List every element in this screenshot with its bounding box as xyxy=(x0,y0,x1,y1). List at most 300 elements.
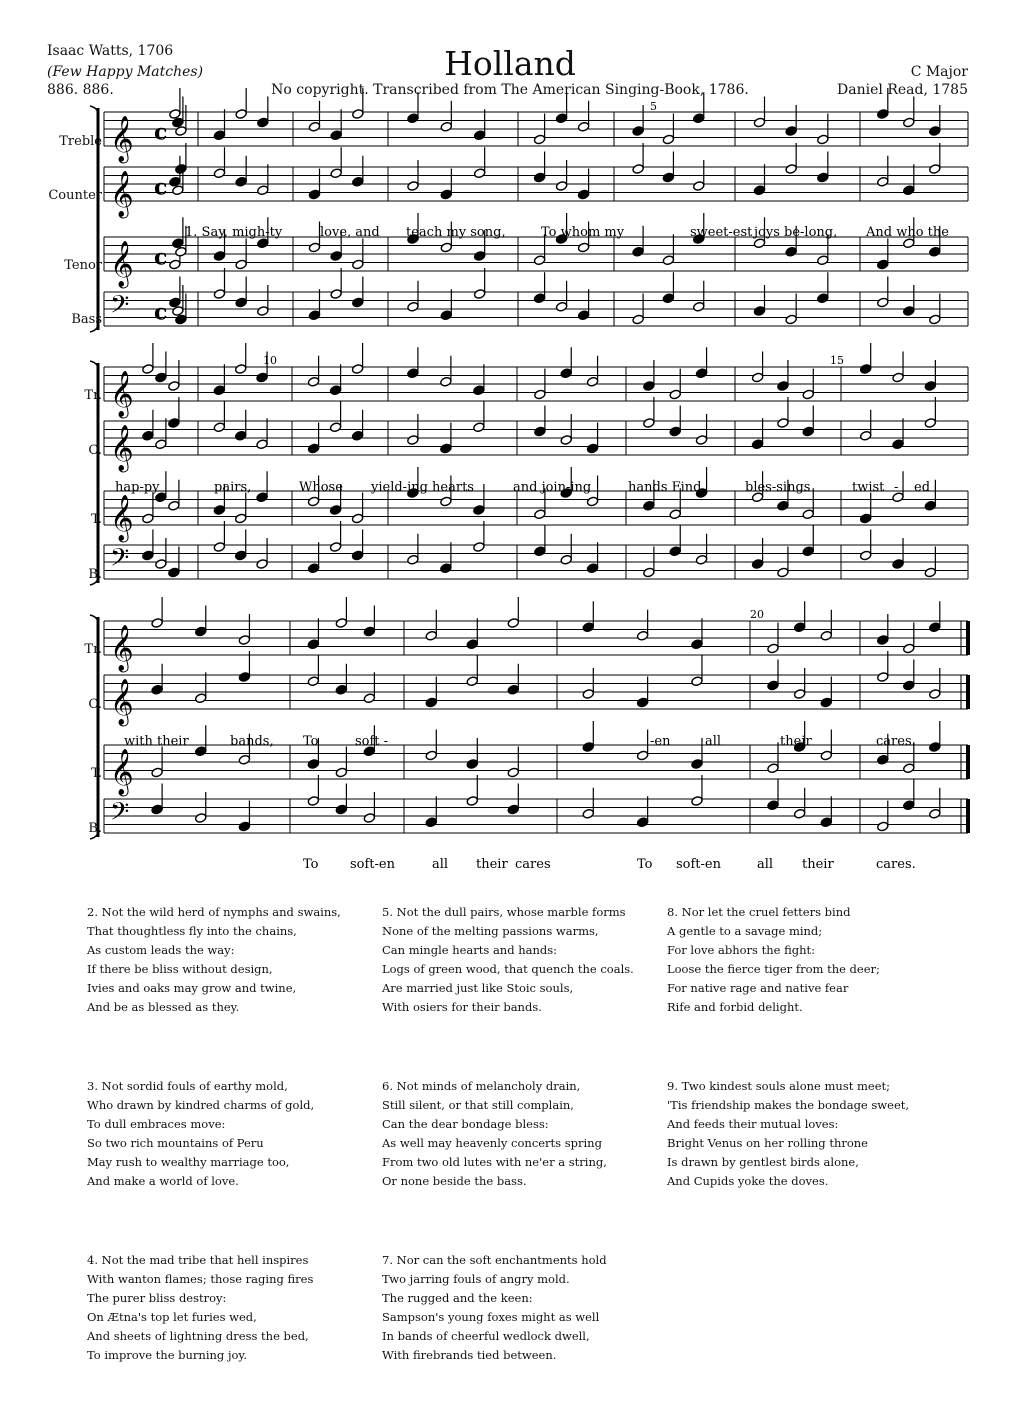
notehead xyxy=(307,639,319,650)
notehead xyxy=(929,126,941,137)
notehead xyxy=(534,546,546,557)
notehead xyxy=(534,509,546,520)
notehead xyxy=(577,121,589,132)
notehead xyxy=(308,310,320,321)
staff-name-counter: Counter xyxy=(48,188,102,203)
notehead xyxy=(172,306,184,317)
key-signature-label: C Major xyxy=(910,64,968,80)
common-time: c xyxy=(154,244,168,271)
notehead xyxy=(533,293,545,304)
notehead xyxy=(877,821,889,832)
notehead xyxy=(235,259,247,270)
notehead xyxy=(632,164,644,175)
notehead xyxy=(777,500,789,511)
lyric-syllable: ed xyxy=(914,480,931,495)
notehead xyxy=(695,554,707,565)
verse-column-3 xyxy=(667,884,952,1232)
bass-clef: 𝄢 xyxy=(110,290,130,326)
common-time: c xyxy=(154,174,168,201)
notehead xyxy=(466,796,478,807)
notehead xyxy=(440,189,452,200)
common-time: c xyxy=(154,119,168,146)
notehead xyxy=(586,376,598,387)
notehead xyxy=(351,430,363,441)
notehead xyxy=(820,630,832,641)
notehead xyxy=(636,697,648,708)
notehead xyxy=(257,306,269,317)
notehead xyxy=(235,364,247,375)
notehead xyxy=(256,492,268,503)
treble-clef: 𝄞 xyxy=(110,371,134,417)
notehead xyxy=(785,126,797,137)
notehead xyxy=(877,109,889,120)
notehead xyxy=(924,418,936,429)
lyric-syllable: To xyxy=(303,734,319,749)
notehead xyxy=(195,813,207,824)
notehead xyxy=(691,759,703,770)
notehead xyxy=(662,293,674,304)
measure-number: 5 xyxy=(650,100,657,113)
notehead xyxy=(213,385,225,396)
notehead xyxy=(425,630,437,641)
notehead xyxy=(440,563,452,574)
notehead xyxy=(407,368,419,379)
measure-number: 20 xyxy=(750,608,764,621)
notehead xyxy=(330,130,342,141)
notehead xyxy=(257,185,269,196)
notehead xyxy=(802,509,814,520)
notehead xyxy=(307,759,319,770)
staff-name-counter-short: C. xyxy=(88,697,102,712)
lyric-syllable: - xyxy=(894,480,899,495)
notehead xyxy=(877,635,889,646)
lyric-syllable: soft - xyxy=(355,734,389,749)
lyric-syllable: Whose xyxy=(299,480,343,495)
notehead xyxy=(793,622,805,633)
notehead xyxy=(235,430,247,441)
notehead xyxy=(817,255,829,266)
notehead xyxy=(860,430,872,441)
lyric-syllable: twist xyxy=(852,480,885,495)
notehead xyxy=(751,372,763,383)
lyric-syllable: pairs, xyxy=(214,480,252,495)
notehead xyxy=(903,800,915,811)
notehead xyxy=(168,381,180,392)
notehead xyxy=(175,164,187,175)
notehead xyxy=(860,364,872,375)
page-title: Holland xyxy=(444,44,576,83)
notehead xyxy=(307,796,319,807)
notehead xyxy=(892,372,904,383)
notehead xyxy=(924,381,936,392)
notehead xyxy=(577,189,589,200)
notehead xyxy=(636,750,648,761)
verse-column-2 xyxy=(382,884,667,1406)
lyric-syllable: cares. xyxy=(876,857,916,872)
notehead xyxy=(155,372,167,383)
staff-name-tenor-short: T. xyxy=(91,766,102,781)
notehead xyxy=(466,676,478,687)
lyric-syllable: bles-sings xyxy=(745,480,811,495)
poet-credit: Isaac Watts, 1706 xyxy=(47,43,174,59)
notehead xyxy=(238,821,250,832)
notehead xyxy=(785,314,797,325)
notehead xyxy=(820,697,832,708)
notehead xyxy=(256,559,268,570)
lyric-syllable: all xyxy=(705,734,722,749)
notehead xyxy=(802,389,814,400)
notehead xyxy=(195,693,207,704)
treble-clef: 𝄞 xyxy=(110,679,134,725)
notehead xyxy=(307,376,319,387)
notehead xyxy=(693,113,705,124)
lyric-syllable: soft-en xyxy=(350,857,395,872)
notehead xyxy=(363,693,375,704)
poem-source: (Few Happy Matches) xyxy=(47,64,204,80)
notehead xyxy=(473,168,485,179)
notehead xyxy=(777,418,789,429)
notehead xyxy=(643,381,655,392)
notehead xyxy=(643,418,655,429)
notehead xyxy=(555,181,567,192)
notehead xyxy=(767,643,779,654)
notehead xyxy=(929,622,941,633)
notehead xyxy=(473,385,485,396)
verse-4: 4. Not the mad tribe that hell inspires With wanton flames; those raging fires The purer bliss destroy: On Ætna's top let furies wed, And sheets of lightning dress the bed, To improve the burning joy. xyxy=(87,1253,314,1362)
notehead xyxy=(151,618,163,629)
notehead xyxy=(307,443,319,454)
notehead xyxy=(256,372,268,383)
notehead xyxy=(582,689,594,700)
notehead xyxy=(352,259,364,270)
notehead xyxy=(929,246,941,257)
notehead xyxy=(785,246,797,257)
notehead xyxy=(929,164,941,175)
notehead xyxy=(929,742,941,753)
verse-column-1 xyxy=(87,884,372,1406)
notehead xyxy=(175,126,187,137)
notehead xyxy=(560,435,572,446)
notehead xyxy=(777,381,789,392)
notehead xyxy=(335,684,347,695)
notehead xyxy=(335,804,347,815)
notehead xyxy=(669,546,681,557)
notehead xyxy=(669,426,681,437)
notehead xyxy=(507,618,519,629)
notehead xyxy=(533,134,545,145)
notehead xyxy=(330,168,342,179)
staff-name-tenor-short: T. xyxy=(91,512,102,527)
notehead xyxy=(473,505,485,516)
composer-credit: Daniel Read, 1785 xyxy=(837,82,968,98)
notehead xyxy=(235,176,247,187)
notehead xyxy=(560,368,572,379)
staff-name-counter-short: C. xyxy=(88,443,102,458)
notehead xyxy=(330,289,342,300)
notehead xyxy=(235,513,247,524)
notehead xyxy=(777,567,789,578)
notehead xyxy=(407,301,419,312)
notehead xyxy=(507,684,519,695)
notehead xyxy=(924,500,936,511)
notehead xyxy=(213,251,225,262)
staff-name-treble-short: Tr. xyxy=(84,642,102,657)
notehead xyxy=(235,109,247,120)
notehead xyxy=(662,255,674,266)
notehead xyxy=(329,542,341,553)
notehead xyxy=(352,109,364,120)
notehead xyxy=(142,513,154,524)
notehead xyxy=(155,439,167,450)
notehead xyxy=(693,181,705,192)
notehead xyxy=(155,559,167,570)
notehead xyxy=(877,754,889,765)
notehead xyxy=(586,443,598,454)
notehead xyxy=(582,622,594,633)
notehead xyxy=(632,314,644,325)
verse-5: 5. Not the dull pairs, whose marble forms None of the melting passions warms, Can mingle hearts and hands: Logs of green wood, that quench the coals. Are married just like Stoic souls, With osiers for their bands. xyxy=(382,905,634,1014)
notehead xyxy=(751,439,763,450)
notehead xyxy=(669,509,681,520)
verse-8: 8. Nor let the cruel fetters bind A gentle to a savage mind; For love abhors the fight: Loose the fierce tiger from the deer; For native rage and native fear Rife and forbid delight. xyxy=(667,905,880,1014)
notehead xyxy=(662,134,674,145)
notehead xyxy=(235,550,247,561)
lyric-syllable: To whom my xyxy=(541,225,625,240)
notehead xyxy=(425,750,437,761)
notehead xyxy=(643,500,655,511)
notehead xyxy=(175,246,187,257)
measure-number: 15 xyxy=(830,354,844,367)
lyric-syllable: To xyxy=(637,857,653,872)
notehead xyxy=(351,513,363,524)
notehead xyxy=(903,117,915,128)
notehead xyxy=(473,130,485,141)
notehead xyxy=(307,496,319,507)
notehead xyxy=(238,672,250,683)
lyric-syllable: teach my song, xyxy=(406,225,506,240)
notehead xyxy=(473,542,485,553)
lyric-syllable: 1. Say, migh-ty xyxy=(185,225,283,240)
notehead xyxy=(632,246,644,257)
notehead xyxy=(767,680,779,691)
notehead xyxy=(577,310,589,321)
notehead xyxy=(860,550,872,561)
notehead xyxy=(636,817,648,828)
source-note: No copyright. Transcribed from The American Singing-Book, 1786. xyxy=(271,82,749,98)
notehead xyxy=(235,297,247,308)
notehead xyxy=(820,750,832,761)
notehead xyxy=(753,117,765,128)
notehead xyxy=(352,297,364,308)
treble-clef: 𝄞 xyxy=(110,116,134,162)
notehead xyxy=(817,134,829,145)
notehead xyxy=(425,817,437,828)
notehead xyxy=(151,804,163,815)
meter: 886. 886. xyxy=(47,82,114,98)
notehead xyxy=(751,559,763,570)
lyric-syllable: their xyxy=(476,857,508,872)
lyric-syllable: and join-ing xyxy=(513,480,592,495)
notehead xyxy=(335,767,347,778)
notehead xyxy=(238,635,250,646)
notehead xyxy=(767,800,779,811)
notehead xyxy=(142,550,154,561)
notehead xyxy=(307,676,319,687)
notehead xyxy=(643,567,655,578)
staff-name-treble-short: Tr. xyxy=(84,388,102,403)
notehead xyxy=(691,676,703,687)
notehead xyxy=(407,554,419,565)
treble-clef: 𝄞 xyxy=(110,495,134,541)
notehead xyxy=(473,251,485,262)
verse-3: 3. Not sordid fouls of earthy mold, Who drawn by kindred charms of gold, To dull embraces move: So two rich mountains of Peru May rush to wealthy marriage too, And make a world of love. xyxy=(87,1079,315,1188)
notehead xyxy=(533,255,545,266)
lyric-syllable: all xyxy=(757,857,774,872)
notehead xyxy=(308,242,320,253)
notehead xyxy=(195,746,207,757)
notehead xyxy=(586,563,598,574)
notehead xyxy=(877,672,889,683)
notehead xyxy=(308,121,320,132)
bass-clef: 𝄢 xyxy=(110,797,130,833)
treble-clef: 𝄞 xyxy=(110,425,134,471)
verse-2: 2. Not the wild herd of nymphs and swains, That thoughtless fly into the chains, As custom leads the way: If there be bliss without design, Ivies and oaks may grow and twine, And be as blessed as they. xyxy=(87,905,341,1014)
staff-name-bass-short: B. xyxy=(88,567,102,582)
notehead xyxy=(351,550,363,561)
lyric-syllable: yield-ing hearts xyxy=(371,480,474,495)
notehead xyxy=(753,306,765,317)
notehead xyxy=(586,496,598,507)
lyric-syllable: soft-en xyxy=(676,857,721,872)
lyric-syllable: bands, xyxy=(230,734,274,749)
notehead xyxy=(440,443,452,454)
lyric-syllable: And who the xyxy=(866,225,949,240)
notehead xyxy=(142,364,154,375)
notehead xyxy=(440,121,452,132)
lyric-syllable: sweet-est xyxy=(690,225,753,240)
notehead xyxy=(817,293,829,304)
bass-clef: 𝄢 xyxy=(110,543,130,579)
notehead xyxy=(168,418,180,429)
notehead xyxy=(335,618,347,629)
notehead xyxy=(142,430,154,441)
notehead xyxy=(466,759,478,770)
notehead xyxy=(691,639,703,650)
staff-name-tenor: Tenor xyxy=(64,258,102,273)
notehead xyxy=(820,817,832,828)
notehead xyxy=(351,364,363,375)
notehead xyxy=(195,626,207,637)
notehead xyxy=(534,426,546,437)
lyric-syllable: cares xyxy=(515,857,551,872)
notehead xyxy=(329,385,341,396)
notehead xyxy=(534,389,546,400)
staff-name-treble: Treble xyxy=(59,134,102,149)
notehead xyxy=(257,117,269,128)
notehead xyxy=(767,763,779,774)
notehead xyxy=(329,505,341,516)
notehead xyxy=(924,567,936,578)
treble-clef: 𝄞 xyxy=(110,171,134,217)
notehead xyxy=(507,804,519,815)
staff-name-bass: Bass xyxy=(71,312,102,327)
notehead xyxy=(860,513,872,524)
notehead xyxy=(466,639,478,650)
lyric-syllable: their xyxy=(780,734,812,749)
verse-6: 6. Not minds of melancholy drain, Still silent, or that still complain, Can the dear bondage bless: As well may heavenly concerts spring From two old lutes with ne'er a string, Or none beside the bass. xyxy=(382,1079,607,1188)
notehead xyxy=(669,389,681,400)
notehead xyxy=(363,626,375,637)
notehead xyxy=(903,680,915,691)
notehead xyxy=(168,500,180,511)
notehead xyxy=(577,242,589,253)
notehead xyxy=(169,176,181,187)
notehead xyxy=(929,808,941,819)
notehead xyxy=(308,189,320,200)
verse-7: 7. Nor can the soft enchantments hold Two jarring fouls of angry mold. The rugged and the keen: Sampson's young foxes might as well In bands of cheerful wedlock dwell, With firebrands tied between. xyxy=(382,1253,607,1362)
notehead xyxy=(632,126,644,137)
lyric-syllable: with their xyxy=(124,734,189,749)
notehead xyxy=(582,742,594,753)
notehead xyxy=(172,185,184,196)
notehead xyxy=(172,117,184,128)
verse-9: 9. Two kindest souls alone must meet; 'Tis friendship makes the bondage sweet, And feeds their mutual loves: Bright Venus on her rolling throne Is drawn by gentlest birds alone, And Cupids yoke the doves. xyxy=(667,1079,910,1188)
staff-name-bass-short: B. xyxy=(88,821,102,836)
notehead xyxy=(307,563,319,574)
measure-number: 10 xyxy=(263,354,277,367)
notehead xyxy=(695,435,707,446)
notehead xyxy=(151,684,163,695)
notehead xyxy=(929,314,941,325)
notehead xyxy=(169,259,181,270)
notehead xyxy=(507,767,519,778)
notehead xyxy=(330,251,342,262)
notehead xyxy=(693,301,705,312)
lyric-syllable: cares. xyxy=(876,734,916,749)
notehead xyxy=(793,808,805,819)
notehead xyxy=(363,813,375,824)
notehead xyxy=(213,168,225,179)
treble-clef: 𝄞 xyxy=(110,625,134,671)
notehead xyxy=(785,164,797,175)
notehead xyxy=(817,172,829,183)
notehead xyxy=(691,796,703,807)
notehead xyxy=(473,289,485,300)
notehead xyxy=(169,297,181,308)
notehead xyxy=(168,567,180,578)
notehead xyxy=(533,172,545,183)
lyric-syllable: To xyxy=(303,857,319,872)
lyric-syllable: all xyxy=(432,857,449,872)
treble-clef: 𝄞 xyxy=(110,241,134,287)
notehead xyxy=(213,505,225,516)
common-time: c xyxy=(154,299,168,326)
notehead xyxy=(440,376,452,387)
notehead xyxy=(238,754,250,765)
notehead xyxy=(929,689,941,700)
lyric-syllable: hands Find xyxy=(628,480,702,495)
lyric-syllable: love, and xyxy=(320,225,380,240)
notehead xyxy=(802,426,814,437)
notehead xyxy=(793,689,805,700)
notehead xyxy=(877,297,889,308)
notehead xyxy=(555,301,567,312)
notehead xyxy=(802,546,814,557)
notehead xyxy=(892,559,904,570)
notehead xyxy=(213,289,225,300)
notehead xyxy=(169,109,181,120)
notehead xyxy=(407,435,419,446)
